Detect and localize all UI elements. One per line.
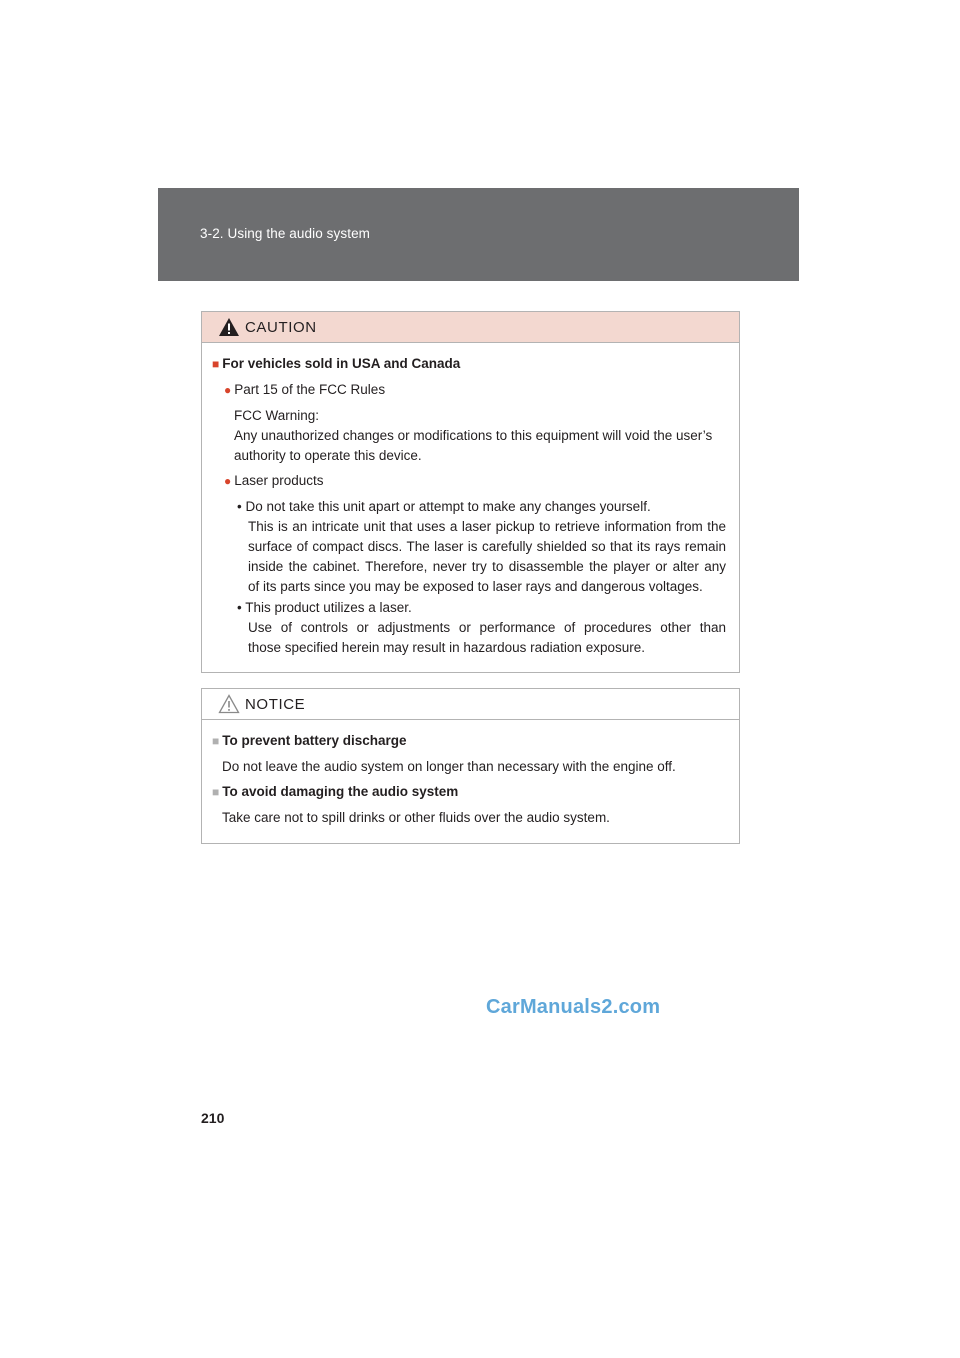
laser-text: Use of controls or adjustments or performance of procedures other than: [248, 620, 726, 635]
chapter-header: [158, 188, 799, 281]
fcc-warning-text: Any unauthorized changes or modifications to this equipment will void the user’s: [234, 428, 713, 443]
round-bullet-icon: ●: [224, 383, 232, 397]
laser-sub-bullet: • Do not take this unit apart or attempt to make any changes yourself.: [237, 499, 651, 514]
notice-item-heading: ■ To prevent battery discharge: [212, 733, 407, 748]
notice-item-text: Do not leave the audio system on longer than necessary with the engine off.: [222, 759, 676, 774]
caution-box: [201, 311, 740, 673]
laser-text: those specified herein may result in hazardous radiation exposure.: [248, 640, 645, 655]
notice-item-text: Take care not to spill drinks or other fluids over the audio system.: [222, 810, 610, 825]
square-bullet-icon: ■: [212, 357, 220, 371]
notice-item-heading: ■ To avoid damaging the audio system: [212, 784, 459, 799]
round-bullet-icon: ●: [224, 474, 232, 488]
fcc-warning-label: FCC Warning:: [234, 408, 320, 423]
caution-header: [202, 312, 739, 343]
notice-title: NOTICE: [245, 696, 306, 713]
watermark-logo: CarManuals2.com: [486, 996, 661, 1018]
square-bullet-icon: ■: [212, 785, 220, 799]
bullet-fcc-rules: ● Part 15 of the FCC Rules: [224, 382, 386, 397]
notice-header: [202, 689, 739, 720]
fcc-warning-text: authority to operate this device.: [234, 448, 422, 463]
laser-text: This is an intricate unit that uses a laser pickup to retrieve information from the: [248, 519, 726, 534]
square-bullet-icon: ■: [212, 734, 220, 748]
laser-text: inside the cabinet. Therefore, never try to disassemble the player or alter any: [248, 559, 726, 574]
laser-text: surface of compact discs. The laser is carefully shielded so that its rays remain: [248, 539, 726, 554]
bullet-laser-products: ● Laser products: [224, 473, 324, 488]
page-number: 210: [201, 1110, 225, 1126]
caution-section-heading: ■ For vehicles sold in USA and Canada: [212, 356, 461, 371]
warning-triangle-icon: [218, 694, 240, 714]
laser-sub-bullet: • This product utilizes a laser.: [237, 600, 412, 615]
caution-title: CAUTION: [245, 319, 317, 336]
notice-box: [201, 688, 740, 844]
laser-text: of its parts since you may be exposed to laser rays and dangerous voltages.: [248, 579, 703, 594]
warning-triangle-icon: [218, 317, 240, 337]
section-title: 3-2. Using the audio system: [200, 226, 371, 241]
